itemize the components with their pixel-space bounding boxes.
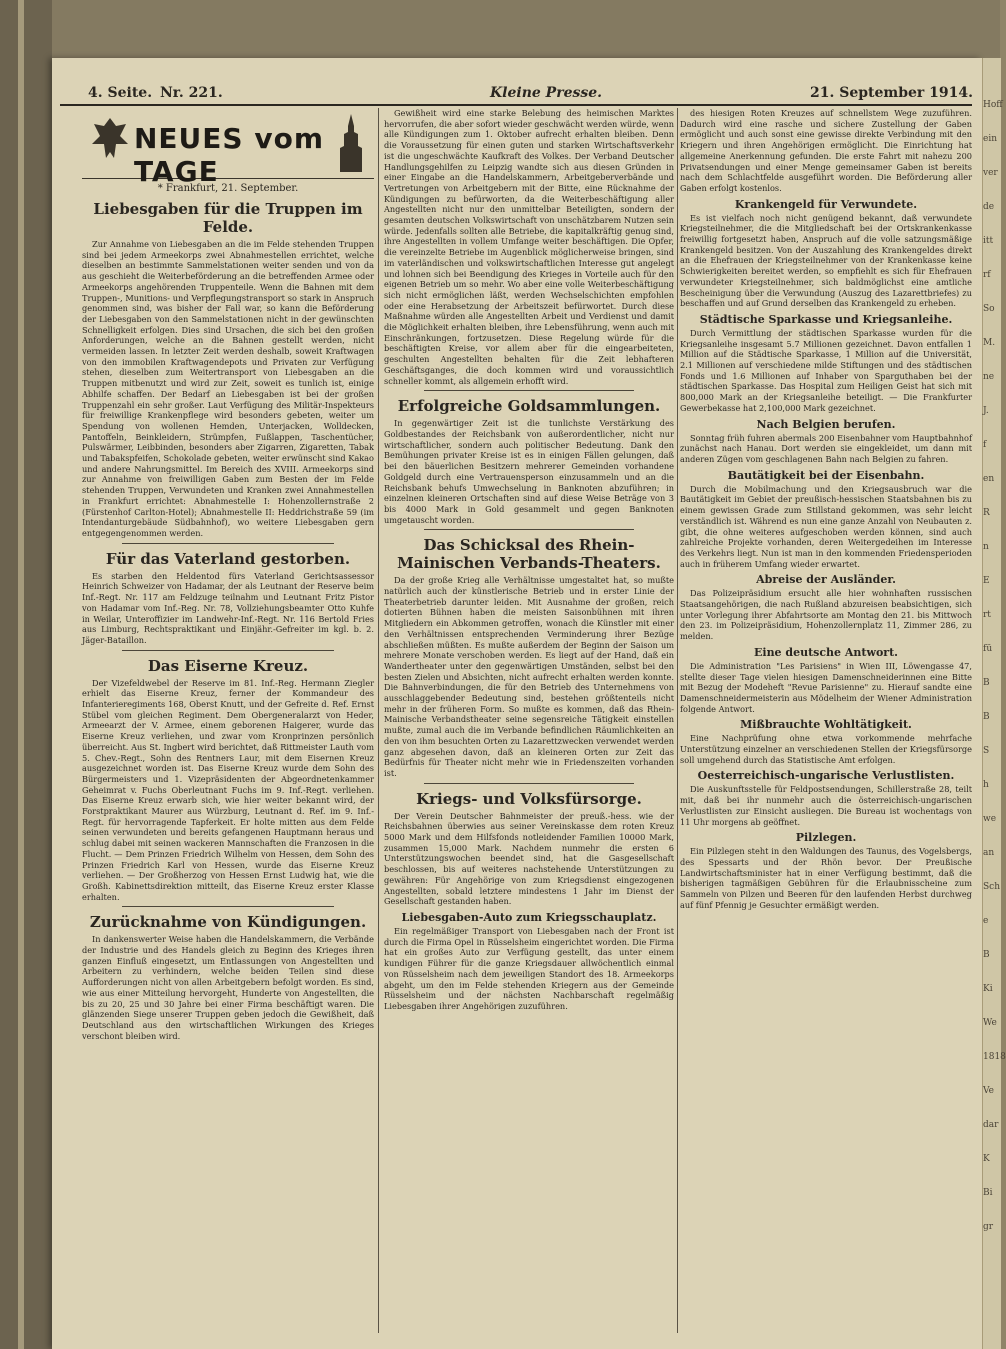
article-liebesgaben-auto: Ein regelmäßiger Transport von Liebesgaben nach der Front ist durch die Firma Opel in Rüsselsheim eingerichtet worden. Die Firma hat ein großes Auto zur Verfügung gestellt, das unter einem kundigen Führer für die ganze Kriegsdauer allwöchentlich einmal von Rüsselsheim nach dem jeweiligen Standort des 18. Armeekorps abgeht, um den im Felde stehenden Kriegern aus der Gemeinde Rüsselsheim und der nächsten Nachbarschaft regelmäßig Liebesgaben ihrer Angehörigen zuzuführen. — [384, 926, 674, 1011]
article-pilzlegen: Ein Pilzlegen steht in den Waldungen des Taunus, des Vogelsbergs, des Spessarts und der Rhön bevor. Der Preußische Landwirtschaftsminister hat in einer Verfügung bestimmt, daß die bisherigen tagmäßigen Gebühren für die Erlaubnisscheine zum Sammeln von Pilzen und Beeren für den laufenden Herbst durchweg auf fünf Pfennig je Gesuchter ermäßigt werden. — [680, 846, 972, 910]
article-verlustlisten: Die Auskunftsstelle für Feldpostsendungen, Schillerstraße 28, teilt mit, daß bei ihr nunmehr auch die österreichisch-ungarischen Verlustlisten zur Einsicht ausliegen. Die Bureau ist wochentags von 11 Uhr morgens ab geöffnet. — [680, 784, 972, 827]
article-auslaender: Das Polizeipräsidium ersucht alle hier wohnhaften russischen Staatsangehörigen, die nach Rußland abzureisen beabsichtigen, sich unter Vorlegung ihrer Abfahrtsorte am Montag den 21. bis Mittwoch den 23. im Polizeipräsidium, Hohenzollernplatz 11, Zimmer 286, zu melden. — [680, 588, 972, 642]
dateline: * Frankfurt, 21. September. — [157, 183, 299, 194]
binding-fold — [18, 0, 24, 1349]
strip-fragment: B — [983, 950, 990, 960]
heading-belgien: Nach Belgien berufen. — [756, 417, 896, 431]
header-paper: Kleine Presse. — [490, 85, 603, 101]
strip-fragment: gr — [983, 1222, 994, 1232]
header-rule — [60, 104, 972, 106]
article-antwort: Die Administration "Les Parisiens" in Wien III, Löwengasse 47, stellte dieser Tage vielen hiesigen Damenschneiderinnen eine Bitte mit Bezug der Modeheft "Revue Parisienne" zu. Hierauf sandte eine Damenschneidermeisterin aus Mödelheim der Wiener Administration folgende Antwort. — [680, 660, 972, 714]
strip-fragment: K — [983, 1154, 990, 1164]
heading-krankengeld: Krankengeld für Verwundete. — [734, 197, 918, 211]
separator — [424, 390, 634, 391]
strip-fragment: e — [983, 916, 989, 926]
strip-fragment: E — [983, 576, 990, 586]
strip-fragment: rt — [983, 610, 991, 620]
adjacent-page-strip — [982, 58, 1006, 1349]
strip-fragment: J. — [983, 406, 989, 416]
strip-fragment: We — [983, 1018, 997, 1028]
top-background — [52, 0, 1000, 58]
article-verbandstheater: Da der große Krieg alle Verhältnisse umgestaltet hat, so mußte natürlich auch der künstlerische Betrieb und in erster Linie der Theaterbetrieb darunter leiden. Mit Ausnahme der großen, reich dotierten Bühnen haben die meisten Saisonbühnen mit ihren Mitgliedern ein Abkommen getroffen, wonach die Künstler mit einer den Verhältnissen entsprechenden Verminderung ihrer Bezüge abschließen müßten. Es mußte außerdem der Beginn der Saison um mehrere Monate verschoben werden. Es liegt auf der Hand, daß ein Wandertheater unter den gegenwärtigen Umständen, selbst bei den besten Zielen und Absichten, nicht aufrecht erhalten werden konnte. Die Bahnverbindungen, die für den Betrieb des Unternehmens von ausschlaggebender Bedeutung sind, bestehen größtenteils nicht mehr in der früheren Form. So mußte es kommen, daß das Rhein-Mainische Verbandstheater seine segensreiche Tätigkeit einstellen mußte, zumal auch die im Verbande befindlichen Räumlichkeiten an den von ihm besuchten Orten zu Lazarettzwecken verwendet werden ganz abgesehen davon, daß an kleineren Orten zur Zeit das Bedürfnis für Theater nicht mehr wie in Friedenszeiten vorhanden ist. — [384, 575, 674, 778]
article-belgien: Sonntag früh fuhren abermals 200 Eisenbahner vom Hauptbahnhof zunächst nach Hanau. Dort werden sie eingekleidet, um dann mit anderen Zügen vom geschlagenen Bahn nach Belgien zu fahren. — [680, 432, 972, 464]
heading-goldsammlungen: Erfolgreiche Goldsammlungen. — [397, 397, 661, 416]
column-2 — [384, 108, 674, 1333]
strip-fragment: f — [983, 440, 987, 450]
separator — [424, 783, 634, 784]
masthead — [82, 108, 374, 188]
header-number: Nr. 221. — [160, 85, 223, 101]
article-eiserne-kreuz: Der Vizefeldwebel der Reserve im 81. Inf.-Reg. Hermann Ziegler erhielt das Eiserne Kreuz, ferner der Kommandeur des Infanterieregiments 168, Oberst Knutt, und der Gefreite d. Ref. Ernst Stübel vom gleichen Regiment. Dem Obergeneralarzt von Heder, Armeearzt der V. Armee, einem geborenen Haigerer, wurde das Eiserne Kreuz verliehen, und zwar vom Kronprinzen persönlich überreicht. Aus St. Ingbert wird berichtet, daß Rittmeister Lauth vom 5. Chev.-Regt., Sohn des Rentners Laur, mit dem Eisernen Kreuz ausgezeichnet worden ist. Das Eiserne Kreuz wurde dem Sohn des Bürgermeisters und 1. Vizepräsidenten der Abgeordnetenkammer Geheimrat v. Fuchs Oberleutnant Fuchs im 9. Inf.-Regt. verliehen. Das Eiserne Kreuz erwarb sich, wie hier weiter bekannt wird, der Forstpraktikant Maurer aus Würzburg, Leutnant d. Ref. im 9. Inf.-Regt. für hervorragende Tapferkeit. Er holte mitten aus dem Felde seinen verwundeten und bereits gefangenen Hauptmann heraus und schlug dabei mit seinen wackeren Mannschaften die Franzosen in die Flucht. — Dem Prinzen Friedrich Wilhelm von Hessen, dem Sohn des Prinzen Friedrich Karl von Hessen, wurde das Eiserne Kreuz verliehen. — Der Großherzog von Hessen Ernst Ludwig hat, wie die Großh. Kabinettsdirektion mitteilt, das Eiserne Kreuz erster Klasse erhalten. — [82, 677, 374, 902]
strip-fragment: R — [983, 508, 990, 518]
header-page: 4. Seite. — [88, 85, 153, 101]
strip-fragment: B — [983, 712, 990, 722]
heading-vaterland: Für das Vaterland gestorben. — [105, 549, 351, 568]
cathedral-icon — [332, 112, 370, 174]
article-continued-col3: des hiesigen Roten Kreuzes auf schnellstem Wege zuzuführen. Dadurch wird eine rasche und sichere Zustellung der Gaben ermöglicht und auch sonst eine gewisse direkte Verbindung mit den Kriegern und ihren Angehörigen ermöglicht. Die Einrichtung hat allgemeine Anerkennung gefunden. Die erste Fahrt mit nahezu 200 Privatsendungen und einer Menge gemeinsamer Gaben ist bereits nach dem Schlachtfelde ausgeführt worden. Die Beförderung aller Gaben erfolgt kostenlos. — [680, 108, 972, 193]
page-header — [60, 85, 974, 105]
separator — [122, 650, 334, 651]
heading-sparkasse: Städtische Sparkasse und Kriegsanleihe. — [699, 312, 953, 326]
strip-fragment: n — [983, 542, 989, 552]
strip-fragment: ne — [983, 372, 995, 382]
heading-bautaetigkeit: Bautätigkeit bei der Eisenbahn. — [727, 468, 925, 482]
strip-fragment: fü — [983, 644, 993, 654]
strip-fragment: So — [983, 304, 995, 314]
heading-eiserne-kreuz: Das Eiserne Kreuz. — [147, 656, 309, 675]
heading-antwort: Eine deutsche Antwort. — [754, 645, 898, 659]
strip-fragment: ver — [983, 168, 998, 178]
heading-liebesgaben-auto: Liebesgaben-Auto zum Kriegsschauplatz. — [401, 911, 657, 924]
strip-fragment: Ki — [983, 984, 993, 994]
separator — [424, 529, 634, 530]
strip-fragment: 1818 — [983, 1052, 1006, 1062]
column-rule-2 — [677, 108, 678, 1333]
left-binding — [0, 0, 52, 1349]
heading-wohltaetigkeit: Mißbrauchte Wohltätigkeit. — [740, 718, 912, 732]
article-goldsammlungen: In gegenwärtiger Zeit ist die tunlichste Verstärkung des Goldbestandes der Reichsbank von außerordentlicher, nicht nur wirtschaftlicher, sondern auch politischer Bedeutung. Dank den Bemühungen privater Kreise ist es in einigen Fällen gelungen, daß bei den bäuerlichen Besitzern mehrerer Gemeinden vorhandene Goldgeld durch eine Vertrauensperson einzusammeln und an die Reichsbank behufs Umwechselung in Banknoten abzuführen; in einzelnen kleineren Ortschaften sind auf diese Weise Beträge von 3 bis 4000 Mark in Gold gesammelt und gegen Banknoten umgetauscht worden. — [384, 418, 674, 525]
heading-verbandstheater: Das Schicksal des Rhein-Mainischen Verbands-Theaters. — [397, 536, 661, 573]
strip-fragment: B — [983, 678, 990, 688]
strip-fragment: M. — [983, 338, 996, 348]
strip-fragment: an — [983, 848, 995, 858]
article-vaterland: Es starben den Heldentod fürs Vaterland Gerichtsassessor Heinrich Schweizer von Hadamar, der als Leutnant der Reserve beim Inf.-Regt. Nr. 117 am Feldzuge teilnahm und Leutnant Fritz Pistor von Hadamar vom Inf.-Reg. Nr. 78, Vollziehungsbeamter Otto Kuhfe in Weilar, Unteroffizier im Landwehr-Inf.-Regt. Nr. 116 Bertold Fries aus Limburg, Rechtspraktikant und Einjähr.-Gefreiter im kgl. b. 2. Jäger-Bataillon. — [82, 570, 374, 645]
heading-liebesgaben: Liebesgaben für die Truppen im Felde. — [93, 200, 363, 236]
strip-fragment: dar — [983, 1120, 999, 1130]
column-3 — [680, 108, 972, 1333]
strip-fragment: Ve — [983, 1086, 994, 1096]
strip-fragment: de — [983, 202, 995, 212]
strip-fragment: ein — [983, 134, 998, 144]
masthead-title: NEUES vom TAGE — [134, 122, 325, 188]
strip-fragment: Bi — [983, 1188, 993, 1198]
strip-fragment: itt — [983, 236, 994, 246]
strip-fragment: en — [983, 474, 995, 484]
strip-fragment: rf — [983, 270, 991, 280]
heading-auslaender: Abreise der Ausländer. — [756, 573, 896, 587]
strip-fragment: Hoff — [983, 100, 1003, 110]
article-kuendigungen: In dankenswerter Weise haben die Handelskammern, die Verbände der Industrie und des Handels gleich zu Beginn des Krieges ihren ganzen Einfluß eingesetzt, um Entlassungen von Angestellten und Arbeitern zu verhindern, welche beiden Teilen sind diese Aufforderungen nicht von allen Arbeitgebern befolgt worden. Es sind, wie aus einer Mitteilung hervorgeht, Hunderte von Angestellten, die bis zu 20, 25 und 30 Jahre bei einer Firma beschäftigt waren. Die glänzenden Siege unserer Truppen geben jedoch die Gewißheit, daß Deutschland aus den wirtschaftlichen Wirkungen des Krieges verschont bleiben wird. — [82, 934, 374, 1041]
article-wohltaetigkeit: Eine Nachprüfung ohne etwa vorkommende mehrfache Unterstützung einzelner an verschiedenen Stellen der Kriegsfürsorge soll umgehend durch das Statistische Amt erfolgen. — [680, 733, 972, 765]
heading-verlustlisten: Oesterreichisch-ungarische Verlustlisten. — [697, 769, 955, 783]
article-continued: Gewißheit wird eine starke Belebung des heimischen Marktes hervorrufen, die aber sofort wieder geschwächt werden würde, wenn alle Kündigungen zum 1. Oktober aufrecht erhalten bleiben. Denn die Voraussetzung für einen guten und starken Wirtschaftsverkehr ist die ungeschwächte Kaufkraft des Volkes. Der Verband Deutscher Handlungsgehilfen zu Leipzig wandte sich aus diesen Gründen in einer Eingabe an die Handelskammern, Arbeitgeberverbände und Vertretungen von Arbeitgebern mit der Bitte, eine Rücknahme der Kündigungen zu befürworten, da die Weiterbeschäftigung aller Angestellten nicht nur den unmittelbar Beteiligten, sondern der gesamten deutschen Volkswirtschaft von unschätzbarem Nutzen sein würde. Jedenfalls sollten alle Betriebe, die kapitalkräftig genug sind, ihre Angestellten in vollem Umfange weiter beschäftigen. Die Opfer, die vereinzelte Betriebe im Augenblick möglicherweise bringen, sind im vaterländischen und volkswirtschaftlichen Interesse gut angelegt und lohnen sich bei Beendigung des Krieges in Vorteile auch für den eigenen Betrieb um so mehr. Wo aber eine volle Weiterbeschäftigung sich nicht ermöglichen läßt, werden Wechselschichten empfohlen oder eine Herabsetzung der Arbeitszeit befürwortet. Durch diese Maßnahme würden alle Angestellten Arbeit und Verdienst und damit die Möglichkeit erhalten bleiben, ihre Lebensführung, wenn auch mit Einschränkungen, fortzusetzen. Diese Regelung würde für die beschäftigten Kreise, vor allem aber für die eingearbeiteten, geschulten Angestellten behalten für die Zeit lebhafteren Geschäftsganges, die doch kommen wird und voraussichtlich schneller kommt, als allgemein erhofft wird. — [384, 108, 674, 386]
column-rule-1 — [378, 108, 379, 1333]
heading-pilzlegen: Pilzlegen. — [795, 831, 857, 845]
article-sparkasse: Durch Vermittlung der städtischen Sparkasse wurden für die Kriegsanleihe insgesamt 5.7 Millionen gezeichnet. Davon entfallen 1 Million auf die Städtische Sparkasse, 1 Million auf die Universität, 2.1 Millionen auf verschiedene milde Stiftungen und des städtischen Fonds und 1.6 Millionen auf Inhaber von Sparguthaben bei der städtischen Sparkasse. Das Hospital zum Heiligen Geist hat sich mit 800,000 Mark an der Kriegsanleihe beteiligt. — Die Frankfurter Gewerbekasse hat 2,100,000 Mark gezeichnet. — [680, 327, 972, 413]
strip-fragment: h — [983, 780, 989, 790]
column-1 — [82, 108, 374, 1333]
eagle-icon — [90, 114, 130, 162]
heading-kuendigungen: Zurücknahme von Kündigungen. — [89, 913, 367, 932]
article-liebesgaben: Zur Annahme von Liebesgaben an die im Felde stehenden Truppen sind bei jedem Armeekorps zwei Abnahmestellen errichtet, welche dieselben an bestimmte Sammelstationen weiter senden und von da aus geschieht die Weiterbeförderung an die betreffenden Armee oder Armeekorps angehörenden Truppenteile. Wenn die Bahnen mit dem Truppen-, Munitions- und Verpflegungstransport so stark in Anspruch genommen sind, was bisher der Fall war, so kann die Beförderung der Liebesgaben von den Sammelstationen nicht in der gewünschten Schnelligkeit erfolgen. Dies sind Ursachen, die sich bei den großen Anforderungen, welche an die Bahnen gestellt werden, nicht vermeiden lassen. In letzter Zeit werden deshalb, soweit Kraftwagen von den immobilen Kraftwagendepots und Privaten zur Verfügung stehen, dieselben zum Weitertransport von Liebesgaben an die Truppen mitbenutzt und wird zur Zeit, soweit es tunlich ist, einige Abhilfe schaffen. Der Bedarf an Liebesgaben ist bei der großen Truppenzahl ein sehr großer. Laut Verfügung des Militär-Inspekteurs für freiwillige Krankenpflege wird besonders gebeten, weiter um Spendung von wollenen Hemden, Unterjacken, Wolldecken, Pantoffeln, Beinkleidern, Strümpfen, Fußlappen, Taschentücher, Pulswärmer, Leibbinden, besonders aber Zigarren, Zigaretten, Tabak und Tabakspfeifen, Schokolade gebeten, weiter erwünscht sind Kakao und andere Nahrungsmittel. Im Bereich des XVIII. Armeekorps sind zur Annahme von freiwilligen Gaben zum Besten der im Felde stehenden Truppen, Verwundeten und Kranken zwei Annahmestellen in Frankfurt errichtet: Abnahmestelle I: Hohenzollernstraße 2 (Fürstenhof Carlton-Hotel); Abnahmestelle II: Heddrichstraße 59 (im Intendanturgebäude Südbahnhof), wo weitere Liebesgaben gern entgegengenommen werden. — [82, 239, 374, 538]
strip-fragment: S — [983, 746, 990, 756]
article-bautaetigkeit: Durch die Mobilmachung und den Kriegsausbruch war die Bautätigkeit im Gebiet der preußisch-hessischen Staatsbahnen bis zu einem gewissen Grade zum Stillstand gekommen, was sehr leicht verständlich ist. Während es nun eine ganze Anzahl von Neubauten z. gibt, die ohne weiteres aufgeschoben werden können, sind auch zahlreiche Projekte vorhanden, deren Weitergedeihen im Interesse des Verkehrs liegt. Nun ist man in den kommenden Friedensperioden auch in früherem Umfang wieder erwartet. — [680, 483, 972, 569]
separator — [122, 543, 334, 544]
article-volksfuersorge: Der Verein Deutscher Bahnmeister der preuß.-hess. wie der Reichsbahnen überwies aus seiner Vereinskasse dem roten Kreuz 5000 Mark und dem Hilfsfonds notleidender Familien 10000 Mark, zusammen 15,000 Mark. Nachdem nunmehr die ersten 6 Unterstützungswochen beendet sind, hat die Gasgesellschaft beschlossen, bis auf weiteres nachstehende Unterstützungen zu gewähren: Für Angehörige von zum Kriegsdienst eingezogenen Angestellten, sobald letztere mindestens 1 Jahr im Dienst der Gesellschaft gestanden haben. — [384, 810, 674, 907]
strip-fragment: we — [983, 814, 997, 824]
separator — [122, 906, 334, 907]
article-krankengeld: Es ist vielfach noch nicht genügend bekannt, daß verwundete Kriegsteilnehmer, die die Mitgliedschaft bei der Ortskrankenkasse freiwillig fortgesetzt haben, Anspruch auf die volle satzungsmäßige Krankengeld besitzen. Von der Auszahlung des Krankengeldes direkt an die Ehefrauen der Kriegsteilnehmer von der Krankenkasse keine Schwierigkeiten bereitet werden, so empfiehlt es sich für Ehefrauen verwundeter Kriegsteilnehmer, sich baldmöglichst eine amtliche Bescheinigung über die Verwundung (Auszug des Lazarettbriefes) zu beschaffen und auf Grund derselben das Krankengeld zu erheben. — [680, 212, 972, 309]
heading-volksfuersorge: Kriegs- und Volksfürsorge. — [416, 789, 642, 808]
strip-fragment: Sch — [983, 882, 1001, 892]
header-date: 21. September 1914. — [810, 85, 974, 101]
